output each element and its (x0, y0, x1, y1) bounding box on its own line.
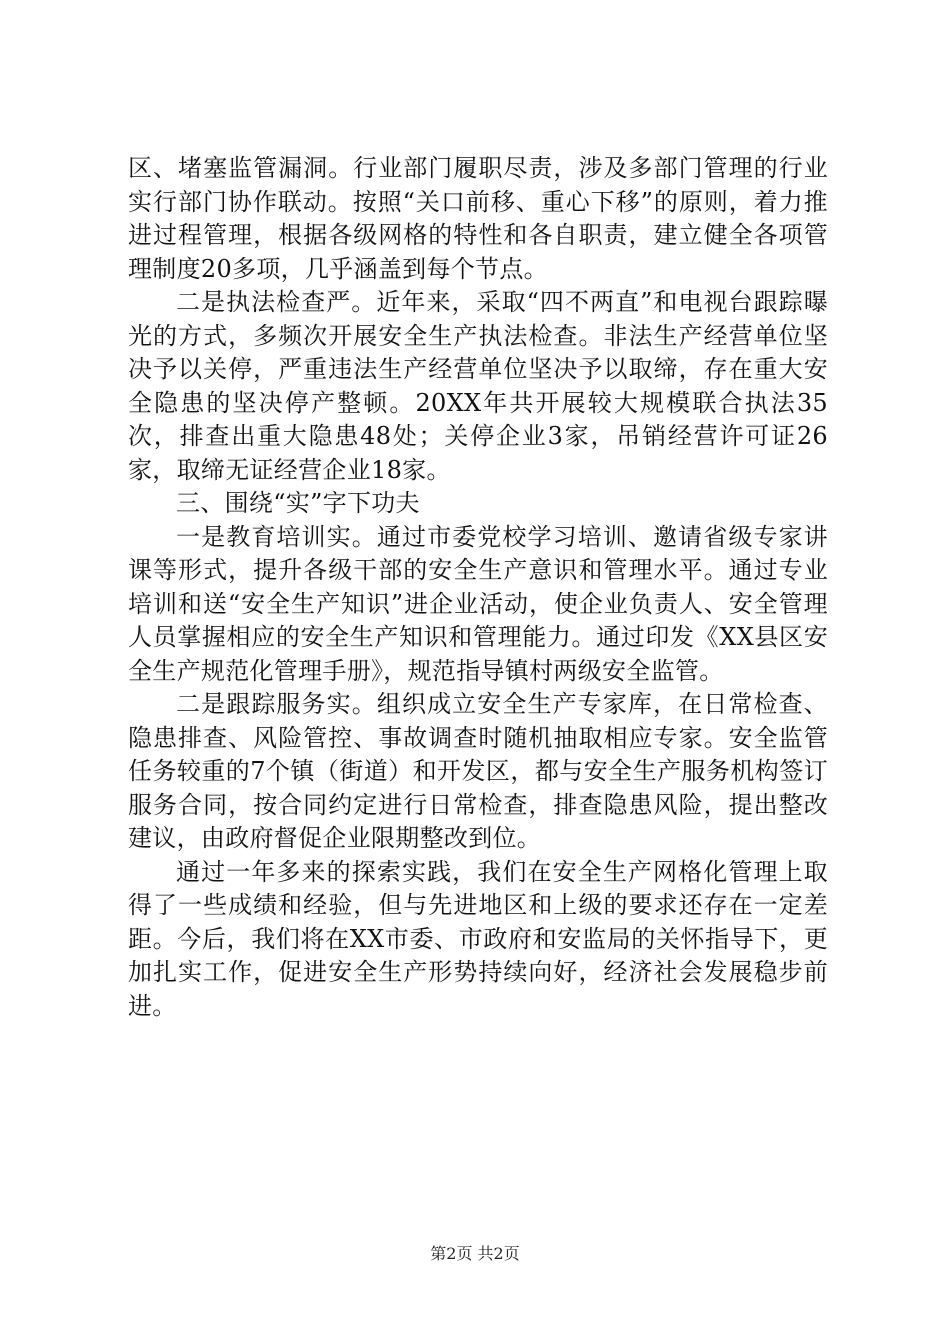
paragraph-enforcement: 二是执法检查严。近年来，采取“四不两直”和电视台跟踪曝光的方式，多频次开展安全生产执法检查。非法生产经营单位坚决予以关停，严重违法生产经营单位坚决予以取缔，存在重大安全隐患的坚决停产整顿。20XX年共开展较大规模联合执法35次，排查出重大隐患48处；关停企业3家，吊销经营许可证26家，取缔无证经营企业18家。 (128, 288, 828, 484)
section-heading-three: 三、围绕“实”字下功夫 (176, 489, 420, 517)
paragraph-continuation: 区、堵塞监管漏洞。行业部门履职尽责，涉及多部门管理的行业实行部门协作联动。按照“关口前移、重心下移”的原则，着力推进过程管理，根据各级网格的特性和各自职责，建立健全各项管理制度20多项，几乎涵盖到每个节点。 (128, 154, 828, 283)
page-number-label: 第2页 共2页 (430, 1244, 520, 1263)
page-footer (0, 1243, 950, 1265)
paragraph-education-training: 一是教育培训实。通过市委党校学习培训、邀请省级专家讲课等形式，提升各级干部的安全生产意识和管理水平。通过专业培训和送“安全生产知识”进企业活动，使企业负责人、安全管理人员掌握相应的安全生产知识和管理能力。通过印发《XX县区安全生产规范化管理手册》，规范指导镇村两级安全监管。 (128, 522, 828, 685)
document-body (128, 152, 828, 1023)
paragraph-tracking-service: 二是跟踪服务实。组织成立安全生产专家库，在日常检查、隐患排查、风险管控、事故调查时随机抽取相应专家。安全监管任务较重的7个镇（街道）和开发区，都与安全生产服务机构签订服务合同，按合同约定进行日常检查，排查隐患风险，提出整改建议，由政府督促企业限期整改到位。 (128, 690, 828, 852)
paragraph-conclusion: 通过一年多来的探索实践，我们在安全生产网格化管理上取得了一些成绩和经验，但与先进地区和上级的要求还存在一定差距。今后，我们将在XX市委、市政府和安监局的关怀指导下，更加扎实工作，促进安全生产形势持续向好，经济社会发展稳步前进。 (128, 857, 828, 1020)
